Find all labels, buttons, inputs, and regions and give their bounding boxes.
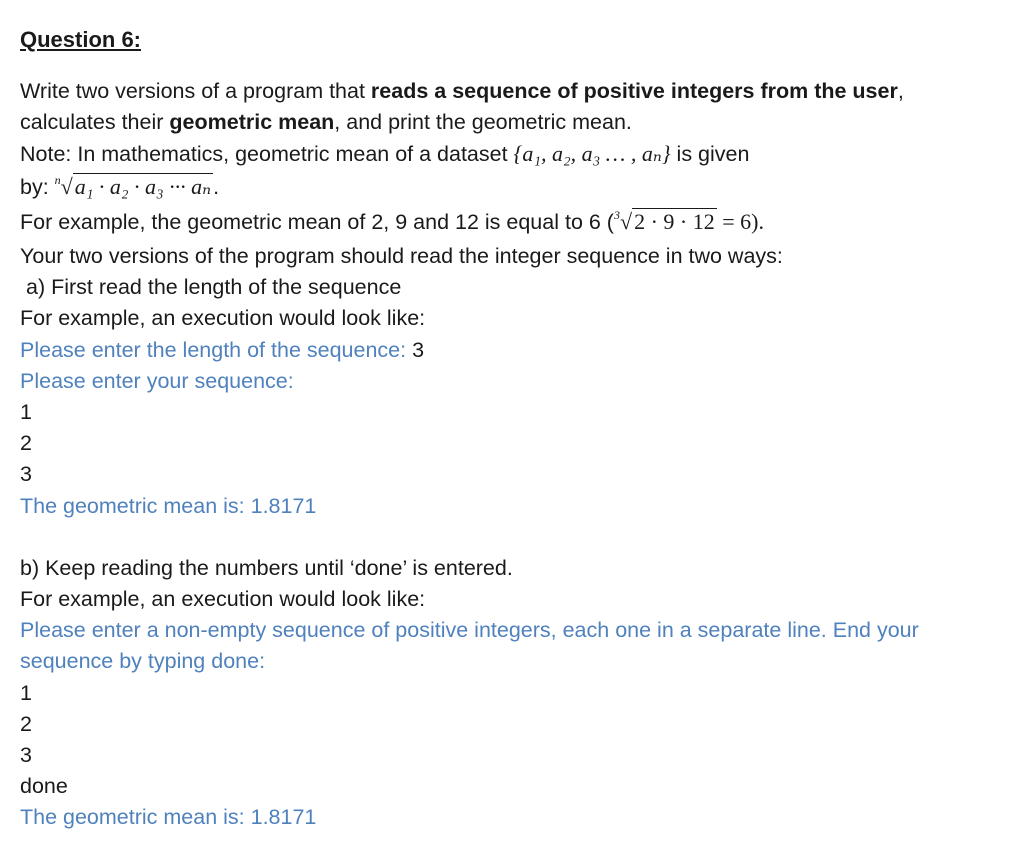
- ways-line: Your two versions of the program should read the integer sequence in two ways:: [20, 244, 783, 269]
- part-b-input-1: 1: [20, 680, 32, 705]
- part-b-exec-label: For example, an execution would look like:: [20, 587, 426, 612]
- nth-root-formula: [55, 171, 213, 206]
- part-a-input-3: 3: [20, 462, 32, 487]
- cube-root-radicand: 2 · 9 · 12: [634, 208, 715, 234]
- example-result: = 6).: [716, 208, 764, 234]
- root-radicand: a₁ · a₂ · a₃ ··· aₙ: [74, 173, 212, 199]
- radical-sign-icon: √: [60, 173, 73, 199]
- dataset-set-notation: {a₁, a₂, a₃ … , aₙ}: [513, 141, 671, 167]
- radical-sign-icon: √: [619, 208, 633, 234]
- part-b-prompt: Please enter a non-empty sequence of positive integers, each one in a separate line. End your sequence by typing done:: [20, 618, 919, 674]
- part-b-input-2: 2: [20, 711, 32, 736]
- note-suffix: is given: [670, 142, 750, 167]
- part-a-title: a) First read the length of the sequence: [26, 275, 402, 300]
- intro-bold-1: reads a sequence of positive integers from the user: [370, 79, 898, 103]
- intro-text-2: , calculates their: [20, 79, 904, 135]
- intro-text-1: Write two versions of a program that: [20, 79, 371, 103]
- part-b-title: b) Keep reading the numbers until ‘done’ is entered.: [20, 555, 513, 580]
- note-prefix: Note: In mathematics, geometric mean of a dataset: [20, 142, 514, 167]
- part-b-input-done: done: [20, 774, 68, 799]
- formula-end: .: [213, 174, 220, 199]
- root-index: n: [54, 172, 61, 187]
- question-document: [20, 26, 1010, 834]
- example-text: For example, the geometric mean of 2, 9 and 12 is equal to 6 (: [20, 209, 614, 234]
- part-a-exec-label: For example, an execution would look like:: [20, 306, 426, 331]
- cube-root-index: 3: [613, 207, 620, 222]
- length-prompt: Please enter the length of the sequence:: [20, 337, 407, 362]
- example-line: [20, 206, 1010, 241]
- intro-paragraph: [20, 76, 980, 138]
- intro-bold-2: geometric mean: [169, 110, 335, 135]
- sequence-prompt: Please enter your sequence:: [20, 368, 294, 393]
- note-line: [20, 138, 1010, 170]
- section-gap: [20, 522, 1010, 553]
- length-input: 3: [406, 337, 425, 362]
- intro-text-3: , and print the geometric mean.: [334, 110, 632, 135]
- part-a-input-2: 2: [20, 431, 32, 456]
- part-b-result: The geometric mean is: 1.8171: [20, 805, 317, 830]
- page-title: Question 6:: [20, 27, 142, 52]
- part-a-length-prompt-line: [20, 335, 1010, 366]
- part-a-input-1: 1: [20, 400, 32, 425]
- cube-root-formula: [614, 206, 717, 241]
- note-formula-line: [20, 171, 1010, 206]
- part-b-input-3: 3: [20, 743, 32, 768]
- part-a-result: The geometric mean is: 1.8171: [20, 493, 317, 518]
- note-by: by:: [20, 174, 55, 199]
